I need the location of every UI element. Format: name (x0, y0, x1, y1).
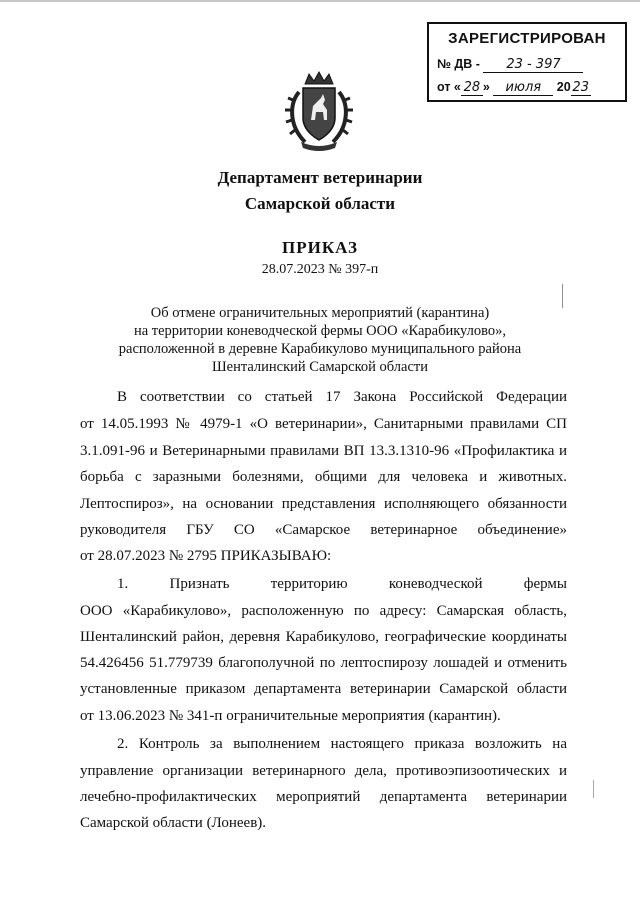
subject-line: на территории коневодческой фермы ООО «Карабикулово», (133, 323, 507, 339)
department-name: Департамент ветеринарии (217, 168, 423, 187)
stamp-date-label: от « (437, 80, 461, 94)
order-title: ПРИКАЗ (282, 238, 358, 257)
stamp-title: ЗАРЕГИСТРИРОВАН (448, 30, 606, 47)
stamp-number-value: 23 - 397 (483, 57, 583, 73)
body-line: ООО «Карабикулово», расположенную по адресу: Самарская область, (80, 603, 567, 619)
body-line: 3.1.091-96 и Ветеринарными правилами ВП 13.3.1310-96 «Профилактика и (80, 443, 567, 459)
body-line: руководителя ГБУ СО «Самарское ветеринарное объединение» (80, 522, 567, 538)
scan-mark (562, 284, 563, 308)
body-line: Лептоспироз», на основании представления исполняющего обязанности (80, 496, 567, 512)
body-line: от 14.05.1993 № 4979-1 «О ветеринарии», Санитарными правилами СП (80, 416, 567, 432)
subject-line: расположенной в деревне Карабикулово муниципального района (118, 341, 522, 357)
body-line: управление организации ветеринарного дела, противоэпизоотических и (80, 763, 567, 779)
subject-line: Об отмене ограничительных мероприятий (карантина) (150, 305, 490, 321)
stamp-number-label: № ДВ - (437, 57, 480, 71)
body-line: Шенталинский район, деревня Карабикулово, географические координаты (80, 629, 567, 645)
stamp-number-line (437, 57, 583, 73)
stamp-month: июля (493, 80, 553, 96)
body-line: 54.426456 51.779739 благополучной по лептоспирозу лошадей и отменить (80, 655, 567, 671)
subject-line: Шенталинский Самарской области (212, 359, 428, 375)
body-line: лечебно-профилактических мероприятий департамента ветеринарии (80, 789, 567, 805)
registration-stamp (427, 22, 627, 102)
department-region: Самарской области (244, 194, 396, 213)
stamp-day: 28 (461, 80, 483, 96)
scan-edge (0, 0, 640, 2)
samara-coat-of-arms-icon (283, 70, 355, 152)
body-line: 1. Признать территорию коневодческой фермы (117, 576, 567, 592)
body-line: 2. Контроль за выполнением настоящего приказа возложить на (117, 736, 567, 752)
scan-mark (593, 780, 594, 798)
order-date-number: 28.07.2023 № 397-п (261, 262, 379, 277)
body-line: В соответствии со статьей 17 Закона Российской Федерации (117, 389, 567, 405)
body-line: от 13.06.2023 № 341-п ограничительные мероприятия (карантин). (80, 708, 501, 724)
stamp-year-suffix: 23 (572, 80, 589, 95)
body-line: Самарской области (Лонеев). (80, 815, 267, 831)
stamp-year-prefix: 20 (556, 80, 571, 94)
body-line: от 28.07.2023 № 2795 ПРИКАЗЫВАЮ: (80, 548, 332, 564)
stamp-date-line: от « 28 » июля 20 23 (437, 80, 589, 95)
body-line: борьба с заразными болезнями, общими для человека и животных. (80, 469, 567, 485)
body-line: установленные приказом департамента ветеринарии Самарской области (80, 681, 567, 697)
